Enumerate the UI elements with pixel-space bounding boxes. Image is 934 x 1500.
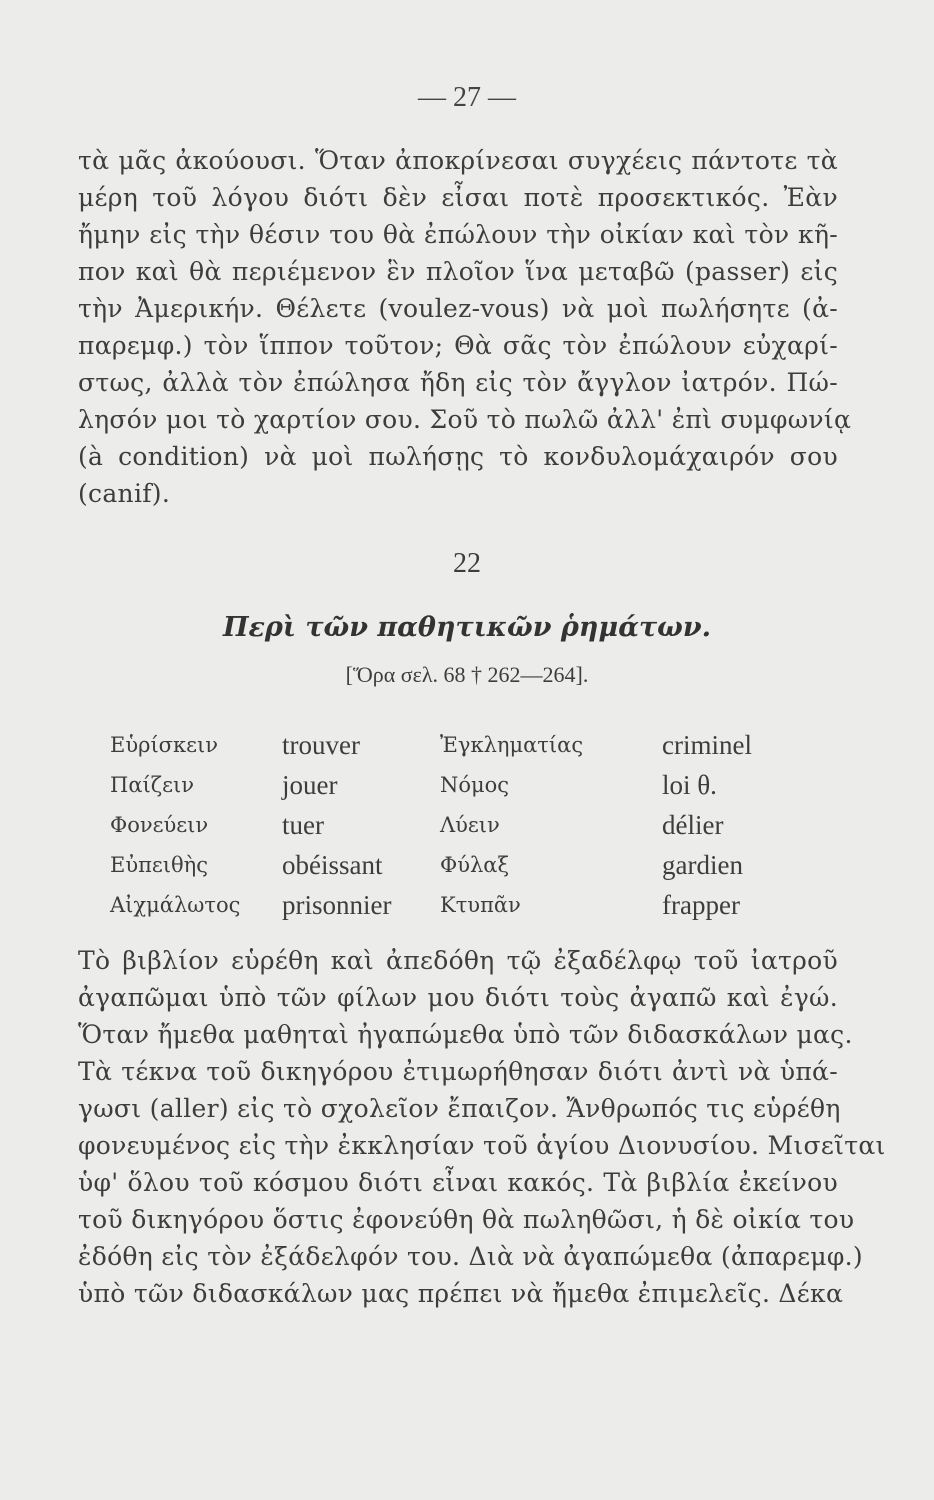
text-line: φονευμένος εἰς τὴν ἐκκλησίαν τοῦ ἁγίου Διονυσίου. Μισεῖται: [78, 1131, 886, 1160]
french-word: gardien: [662, 849, 743, 880]
french-word: trouver: [282, 729, 360, 760]
french-word: criminel: [662, 729, 752, 760]
greek-word: Αἰχμάλωτος: [110, 893, 241, 917]
greek-word: Λύειν: [440, 813, 500, 837]
text-line: ἐδόθη εἰς τὸν ἐξάδελφόν του. Διὰ νὰ ἀγαπώμεθα (ἀπαρεμφ.): [78, 1242, 863, 1271]
section-number: 22: [453, 548, 481, 579]
text-line: γωσι (aller) εἰς τὸ σχολεῖον ἔπαιζον. Ἄνθρωπός τις εὑρέθη: [78, 1094, 841, 1123]
intro-paragraph: [78, 142, 852, 512]
vocabulary-row: [110, 805, 830, 845]
text-line: τοῦ δικηγόρου ὅστις ἐφονεύθη θὰ πωληθῶσι, ἡ δὲ οἰκία του: [78, 1205, 855, 1234]
vocabulary-row: [110, 885, 830, 925]
text-line: λησόν μοι τὸ χαρτίον σου. Σοῦ τὸ πωλῶ ἀλλ' ἐπὶ συμφωνίᾳ: [78, 405, 852, 434]
greek-word: Ἐγκληματίας: [440, 733, 584, 757]
text-line: (à condition) νὰ μοὶ πωλήσῃς τὸ κονδυλομάχαιρόν σου: [78, 442, 838, 471]
text-line: ἤμην εἰς τὴν θέσιν του θὰ ἐπώλουν τὴν οἰκίαν καὶ τὸν κῆ-: [78, 220, 838, 249]
text-line: (canif).: [78, 479, 171, 508]
vocabulary-row: [110, 765, 830, 805]
french-word: jouer: [282, 769, 338, 800]
greek-word: Εὐπειθὴς: [110, 853, 208, 877]
section-title: Περὶ τῶν παθητικῶν ῥημάτων.: [223, 612, 711, 643]
text-line: τὴν Ἀμερικήν. Θέλετε (voulez-vous) νὰ μοὶ πωλήσητε (ἀ-: [78, 294, 838, 323]
french-word: tuer: [282, 809, 324, 840]
french-word: loi θ.: [662, 769, 717, 800]
french-word: frapper: [662, 889, 740, 920]
text-line: Τὸ βιβλίον εὑρέθη καὶ ἀπεδόθη τῷ ἐξαδέλφῳ τοῦ ἰατροῦ: [78, 946, 838, 975]
vocabulary-row: [110, 725, 830, 765]
vocabulary-row: [110, 845, 830, 885]
text-line: ἀγαπῶμαι ὑπὸ τῶν φίλων μου διότι τοὺς ἀγαπῶ καὶ ἐγώ.: [78, 983, 838, 1012]
text-line: ὑφ' ὅλου τοῦ κόσμου διότι εἶναι κακός. Τὰ βιβλία ἐκείνου: [78, 1168, 838, 1197]
french-word: prisonnier: [282, 889, 392, 920]
french-word: délier: [662, 809, 724, 840]
text-line: παρεμφ.) τὸν ἵππον τοῦτον; Θὰ σᾶς τὸν ἐπώλουν εὐχαρί-: [78, 331, 838, 360]
greek-word: Παίζειν: [110, 773, 194, 797]
text-line: Τὰ τέκνα τοῦ δικηγόρου ἐτιμωρήθησαν διότι ἀντὶ νὰ ὑπά-: [78, 1057, 838, 1086]
text-line: μέρη τοῦ λόγου διότι δὲν εἶσαι ποτὲ προσεκτικός. Ἐὰν: [78, 183, 838, 212]
greek-word: Φονεύειν: [110, 813, 209, 837]
exercise-paragraph: [78, 942, 886, 1312]
section-reference: [Ὅρα σελ. 68 † 262—264].: [345, 662, 589, 687]
greek-word: Κτυπᾶν: [440, 893, 521, 917]
text-line: πον καὶ θὰ περιέμενον ἓν πλοῖον ἵνα μεταβῶ (passer) εἰς: [78, 257, 838, 286]
text-line: στως, ἀλλὰ τὸν ἐπώλησα ἤδη εἰς τὸν ἄγγλον ἰατρόν. Πώ-: [78, 368, 838, 397]
vocabulary-table: [110, 725, 830, 925]
french-word: obéissant: [282, 849, 383, 880]
greek-word: Εὑρίσκειν: [110, 733, 219, 757]
greek-word: Φύλαξ: [440, 853, 510, 877]
text-line: ὑπὸ τῶν διδασκάλων μας πρέπει νὰ ἤμεθα ἐπιμελεῖς. Δέκα: [78, 1279, 844, 1308]
text-line: Ὅταν ἤμεθα μαθηταὶ ἠγαπώμεθα ὑπὸ τῶν διδασκάλων μας.: [78, 1020, 853, 1049]
greek-word: Νόμος: [440, 773, 510, 797]
page-number: — 27 —: [418, 82, 516, 113]
text-line: τὰ μᾶς ἀκούουσι. Ὅταν ἀποκρίνεσαι συγχέεις πάντοτε τὰ: [78, 146, 838, 175]
